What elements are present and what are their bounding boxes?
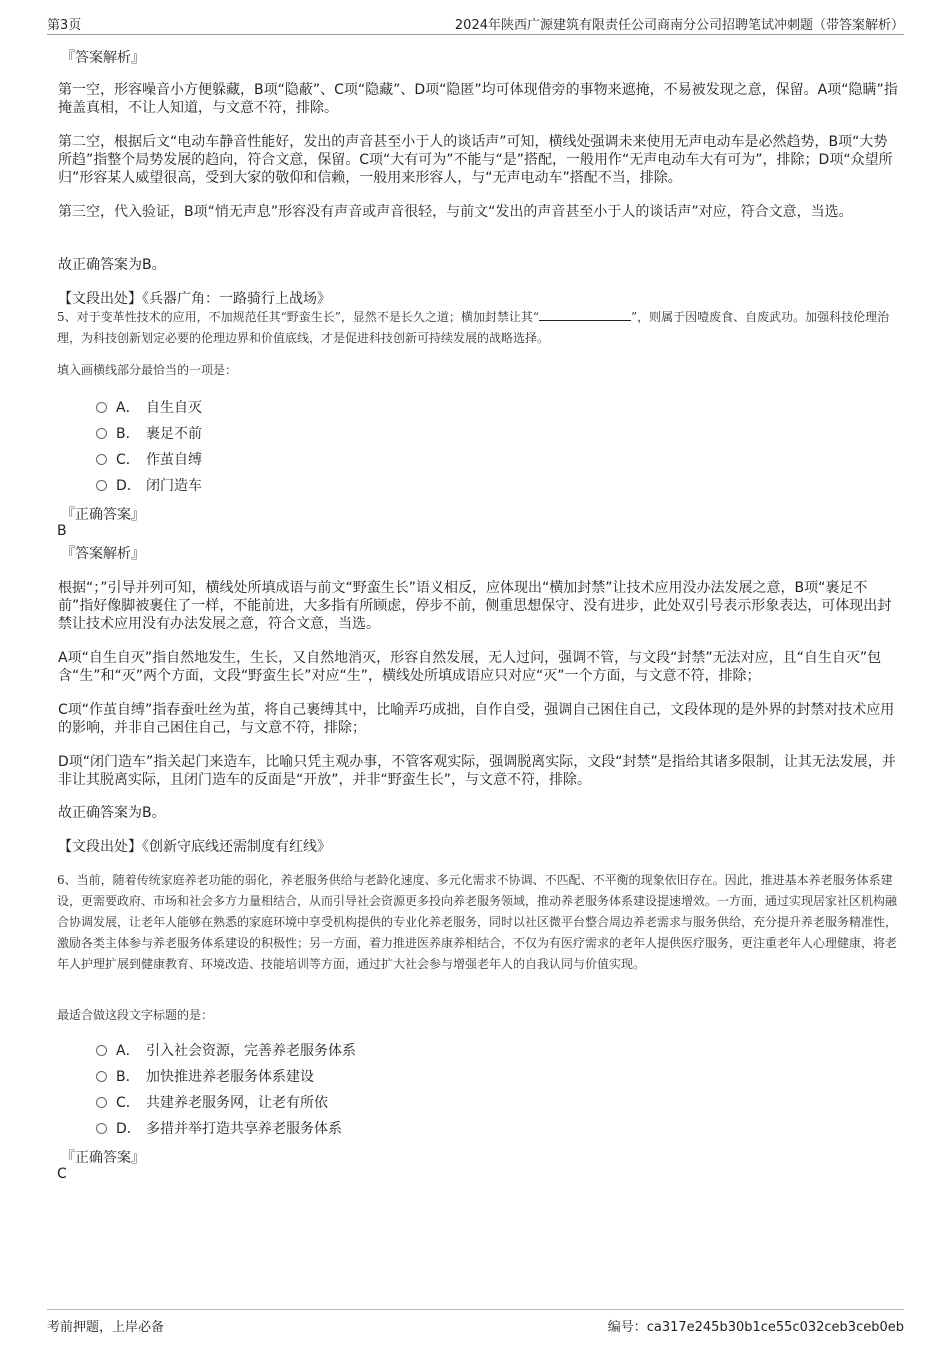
radio-icon[interactable] bbox=[96, 454, 107, 465]
question-5-stem bbox=[57, 307, 900, 349]
question-stem-after: ”，则属于因噎废食、自废武功。加强科技伦理治理，为科技创新划定必要的伦理边界和价值底线，才是促进科技创新可持续发展的战略选择。 bbox=[57, 310, 890, 345]
analysis-paragraph: A项“自生自灭”指自然地发生，生长，又自然地消灭，形容自然发展，无人过问，强调不管，与文段“封禁”无法对应，且“自生自灭”包含“生”和“灭”两个方面，文段“野蛮生长”对应“生”，横线处所填成语应只对应“灭”一个方面，与文意不符，排除； bbox=[58, 650, 882, 684]
question-6-stem: 6、当前，随着传统家庭养老功能的弱化，养老服务供给与老龄化速度、多元化需求不协调、不匹配、不平衡的现象依旧存在。因此，推进基本养老服务体系建设，更需要政府、市场和社会多方力量相结合，从而引导社会资源更多投向养老服务领域，推动养老服务体系建设提速增效。一方面，通过实现居家社区机构融合协调发展，让老年人能够在熟悉的家庭环境中享受机构提供的专业化养老服务，同时以社区微平台整合周边养老需求与服务供给，充分提升养老服务精准性，激励各类主体参与养老服务体系建设的积极性；另一方面，着力推进医养康养相结合，不仅为有医疗需求的老年人提供医疗服务，更注重老年人心理健康，将老年人护理扩展到健康教育、环境改造、技能培训等方面，通过扩大社会参与增强老年人的自我认同与价值实现。 bbox=[57, 873, 898, 971]
option-c[interactable] bbox=[96, 449, 202, 469]
passage-source: 【文段出处】《兵器广角：一路骑行上战场》 bbox=[58, 291, 331, 307]
question-5-prompt: 填入画横线部分最恰当的一项是： bbox=[57, 363, 238, 377]
radio-icon[interactable] bbox=[96, 1097, 107, 1108]
option-text: 闭门造车 bbox=[146, 478, 202, 494]
analysis-paragraph: 第三空，代入验证，B项“悄无声息”形容没有声音或声音很轻，与前文“发出的声音甚至小于人的谈话声”对应，符合文意，当选。 bbox=[58, 204, 853, 220]
page-footer bbox=[47, 1309, 904, 1334]
radio-icon[interactable] bbox=[96, 402, 107, 413]
document-title: 2024年陕西广源建筑有限责任公司商南分公司招聘笔试冲刺题（带答案解析） bbox=[454, 18, 904, 33]
radio-icon[interactable] bbox=[96, 428, 107, 439]
analysis-conclusion: 故正确答案为B。 bbox=[58, 257, 166, 273]
footer-slogan: 考前押题，上岸必备 bbox=[47, 1320, 165, 1335]
analysis-paragraph: 根据“；”引导并列可知，横线处所填成语与前文“野蛮生长”语义相反，应体现出“横加封禁”让技术应用没办法发展之意，B项“裹足不前”指好像脚被裹住了一样，不能前进，大多指有所顾虑，停步不前，侧重思想保守、没有进步，此处双引号表示形象表达，可体现出封禁让技术应用没有办法发展之意，符合文意，当选。 bbox=[58, 580, 892, 632]
correct-answer: B bbox=[57, 523, 67, 539]
radio-icon[interactable] bbox=[96, 480, 107, 491]
option-a[interactable] bbox=[96, 1040, 356, 1060]
option-text: 引入社会资源，完善养老服务体系 bbox=[146, 1043, 356, 1059]
option-d[interactable] bbox=[96, 1118, 342, 1138]
option-text: 自生自灭 bbox=[146, 400, 202, 416]
option-text: 作茧自缚 bbox=[146, 452, 202, 468]
page-header bbox=[47, 14, 904, 35]
analysis-label: 『答案解析』 bbox=[61, 546, 145, 562]
analysis-paragraph: 第一空，形容噪音小方便躲藏，B项“隐蔽”、C项“隐藏”、D项“隐匿”均可体现借旁的事物来遮掩，不易被发现之意，保留。A项“隐瞒”指掩盖真相，不让人知道，与文意不符，排除。 bbox=[58, 82, 898, 116]
passage-source: 【文段出处】《创新守底线还需制度有红线》 bbox=[58, 839, 331, 855]
correct-answer: C bbox=[57, 1166, 67, 1182]
analysis-paragraph: D项“闭门造车”指关起门来造车，比喻只凭主观办事，不管客观实际，强调脱离实际，文段“封禁”是指给其诸多限制，让其无法发展，并非让其脱离实际，且闭门造车的反面是“开放”，并非“野蛮生长”，与文意不符，排除。 bbox=[58, 754, 896, 788]
option-text: 多措并举打造共享养老服务体系 bbox=[146, 1121, 342, 1137]
radio-icon[interactable] bbox=[96, 1123, 107, 1134]
analysis-label: 『答案解析』 bbox=[61, 50, 145, 66]
option-letter: B． bbox=[116, 426, 140, 442]
option-b[interactable] bbox=[96, 423, 202, 443]
option-letter: B． bbox=[116, 1069, 140, 1085]
option-letter: A． bbox=[116, 1043, 140, 1059]
option-d[interactable] bbox=[96, 475, 202, 495]
option-letter: A． bbox=[116, 400, 140, 416]
analysis-paragraph: C项“作茧自缚”指春蚕吐丝为茧，将自己裹缚其中，比喻弄巧成拙，自作自受，强调自己困住自己，文段体现的是外界的封禁对技术应用的影响，并非自己困住自己，与文意不符，排除； bbox=[58, 702, 895, 736]
question-6-prompt: 最适合做这段文字标题的是： bbox=[57, 1008, 214, 1022]
option-letter: D． bbox=[116, 1121, 141, 1137]
analysis-paragraph: 第二空，根据后文“电动车静音性能好，发出的声音甚至小于人的谈话声”可知，横线处强调未来使用无声电动车是必然趋势，B项“大势所趋”指整个局势发展的趋向，符合文意，保留。C项“大有可为”不能与“是”搭配，一般用作“无声电动车大有可为”，排除；D项“众望所归”形容某人威望很高，受到大家的敬仰和信赖，一般用来形容人，与“无声电动车”搭配不当，排除。 bbox=[58, 134, 893, 186]
option-text: 共建养老服务网，让老有所依 bbox=[146, 1095, 328, 1111]
option-b[interactable] bbox=[96, 1066, 314, 1086]
question-stem-before: 5、对于变革性技术的应用，不加规范任其“野蛮生长”，显然不是长久之道；横加封禁让其“ bbox=[57, 310, 540, 324]
option-letter: C． bbox=[116, 452, 140, 468]
correct-answer-label: 『正确答案』 bbox=[61, 507, 145, 523]
option-letter: D． bbox=[116, 478, 141, 494]
correct-answer-label: 『正确答案』 bbox=[61, 1150, 145, 1166]
radio-icon[interactable] bbox=[96, 1045, 107, 1056]
option-c[interactable] bbox=[96, 1092, 328, 1112]
radio-icon[interactable] bbox=[96, 1071, 107, 1082]
page-number: 第3页 bbox=[47, 18, 82, 33]
option-text: 裹足不前 bbox=[146, 426, 202, 442]
option-letter: C． bbox=[116, 1095, 140, 1111]
option-text: 加快推进养老服务体系建设 bbox=[146, 1069, 314, 1085]
analysis-conclusion: 故正确答案为B。 bbox=[58, 805, 166, 821]
option-a[interactable] bbox=[96, 397, 202, 417]
answer-blank bbox=[539, 309, 631, 321]
document-code: 编号：ca317e245b30b1ce55c032ceb3ceb0eb bbox=[607, 1320, 904, 1335]
